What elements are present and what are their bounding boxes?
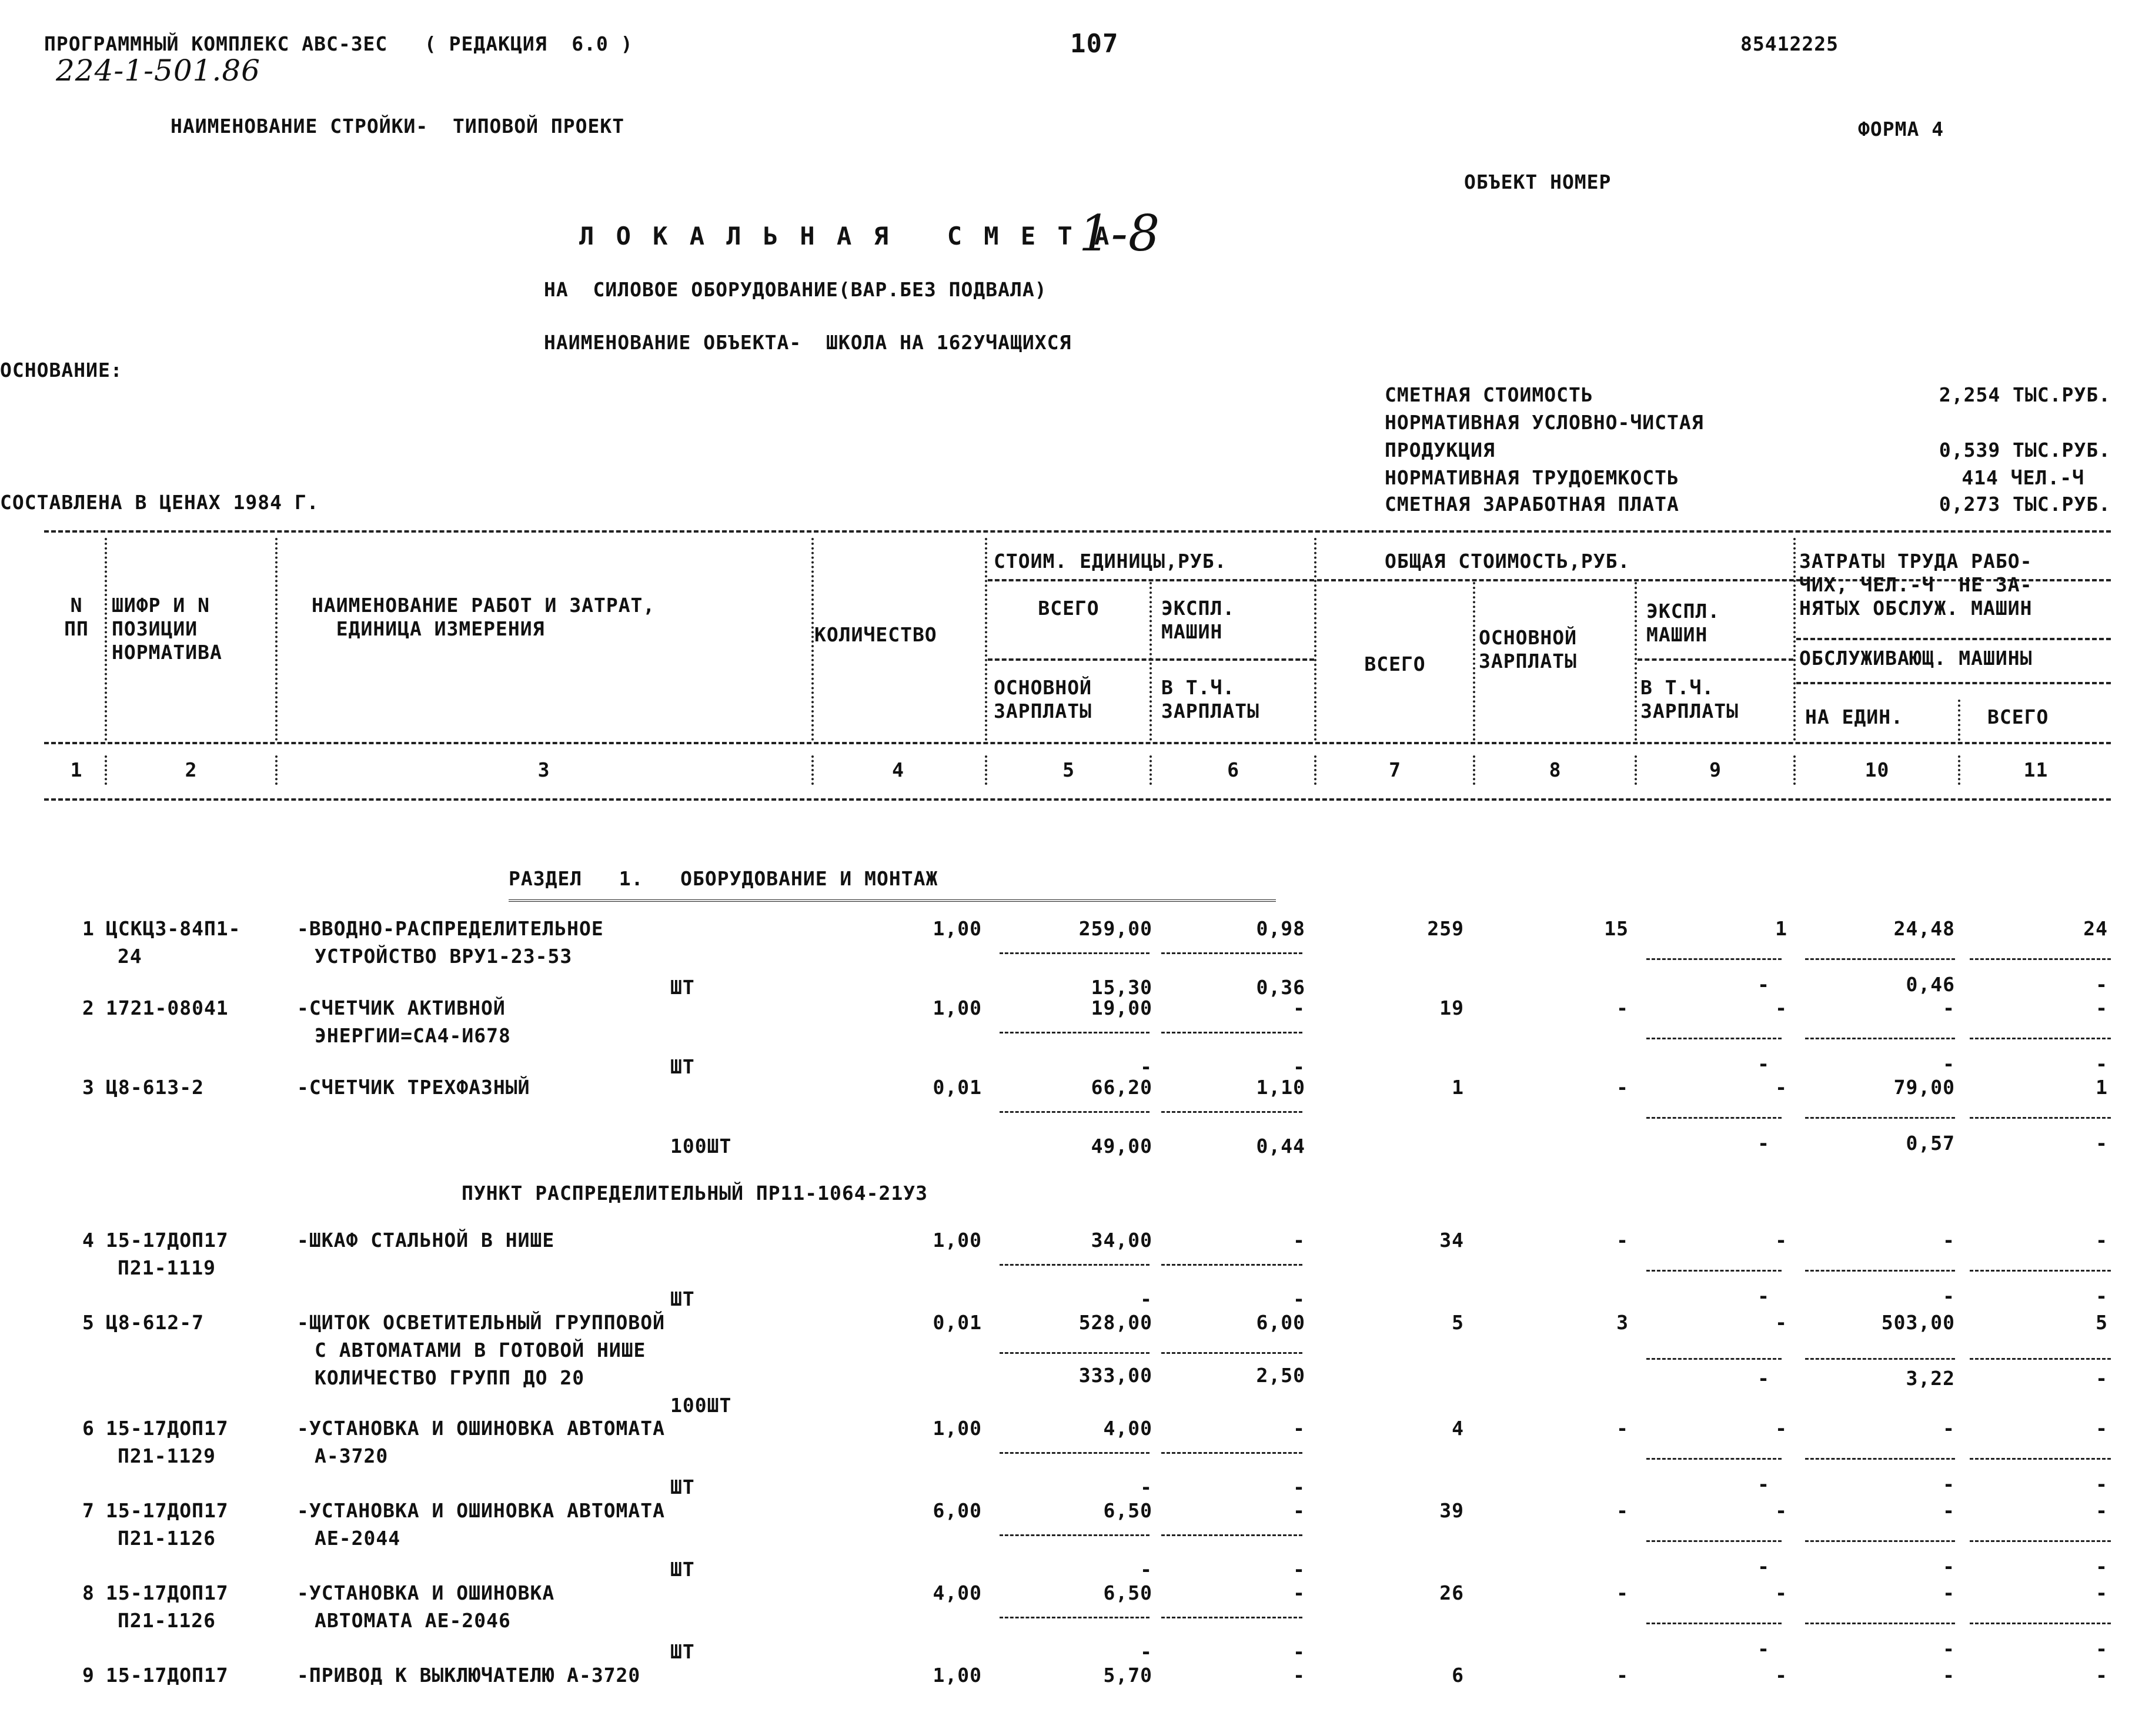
cell-rule: [1161, 1032, 1302, 1033]
row-total-wages: -: [1616, 1417, 1629, 1440]
row-unit-cost-wages: -: [1140, 1558, 1152, 1581]
row-unit-cost-machines: -: [1293, 1417, 1305, 1440]
row-unit-cost-wages: -: [1140, 1055, 1152, 1078]
row-machine-labor-total: -: [2096, 973, 2108, 996]
row-unit-cost-machine-wages: -: [1293, 1476, 1305, 1498]
row-name: -ВВОДНО-РАСПРЕДЕЛИТЕЛЬНОЕ: [297, 917, 604, 940]
row-unit-cost-machines: -: [1293, 1229, 1305, 1252]
program-name: ПРОГРАММНЫЙ КОМПЛЕКС АВС-3ЕС ( РЕДАКЦИЯ 6.0 ): [44, 32, 633, 55]
row-name-line2: С АВТОМАТАМИ В ГОТОВОЙ НИШЕ: [315, 1339, 646, 1362]
row-unit-cost-total: 528,00: [1078, 1311, 1152, 1334]
col-number: 2: [185, 758, 198, 781]
row-total: 6: [1452, 1664, 1464, 1687]
row-number: 6: [82, 1417, 95, 1440]
row-unit-cost-machines: -: [1293, 1499, 1305, 1522]
row-labor-per-unit: 79,00: [1893, 1076, 1955, 1099]
row-quantity: 4,00: [933, 1581, 982, 1604]
row-total-machine-wages: -: [1757, 1052, 1770, 1075]
document-title: Л О К А Л Ь Н А Я С М Е Т А: [579, 222, 1113, 250]
cell-rule: [1000, 1617, 1149, 1618]
row-name-line2: АЕ-2044: [315, 1527, 401, 1550]
row-code-line2: П21-1126: [118, 1609, 216, 1632]
row-unit-cost-machines: 6,00: [1256, 1311, 1305, 1334]
cell-rule: [1805, 1038, 1955, 1039]
subtitle: НА СИЛОВОЕ ОБОРУДОВАНИЕ(ВАР.БЕЗ ПОДВАЛА): [544, 278, 1047, 301]
handwritten-code: 224-1-501.86: [56, 53, 260, 88]
row-code-line2: 24: [118, 945, 142, 968]
col-separator: [1149, 582, 1152, 741]
row-total-wages: -: [1616, 1581, 1629, 1604]
rule-top: [44, 530, 2111, 533]
col2-header: ШИФР И N ПОЗИЦИИ НОРМАТИВА: [112, 594, 222, 664]
row-unit: 100ШТ: [670, 1394, 732, 1417]
row-total-wages: 3: [1616, 1311, 1629, 1334]
summary-label: СМЕТНАЯ СТОИМОСТЬ: [1385, 383, 1593, 406]
row-name: -ПРИВОД К ВЫКЛЮЧАТЕЛЮ А-3720: [297, 1664, 641, 1687]
row-unit-cost-wages: 49,00: [1091, 1135, 1152, 1158]
row-name: -УСТАНОВКА И ОШИНОВКА АВТОМАТА: [297, 1499, 666, 1522]
row-number: 1: [82, 917, 95, 940]
row-labor-total: -: [2096, 1499, 2108, 1522]
rule-sub: [1638, 658, 1793, 661]
row-total-machine-wages: -: [1757, 1555, 1770, 1578]
row-total-machine-wages: -: [1757, 1367, 1770, 1390]
cell-rule: [1646, 1458, 1782, 1460]
col-number: 3: [537, 758, 550, 781]
row-unit-cost-machine-wages: 0,36: [1256, 976, 1305, 999]
col-separator: [985, 538, 987, 741]
cell-rule: [1970, 1117, 2111, 1119]
row-unit-cost-machines: 0,98: [1256, 917, 1305, 940]
col-number: 9: [1709, 758, 1722, 781]
cell-rule: [1646, 1358, 1782, 1360]
row-labor-per-unit: -: [1943, 1229, 1955, 1252]
row-total: 1: [1452, 1076, 1464, 1099]
row-total: 34: [1439, 1229, 1464, 1252]
cell-rule: [1805, 1540, 1955, 1542]
col-separator: [1958, 700, 1960, 741]
cell-rule: [1805, 1458, 1955, 1460]
cell-rule: [1970, 1540, 2111, 1542]
row-code: Ц8-612-7: [106, 1311, 204, 1334]
row-unit-cost-wages: -: [1140, 1287, 1152, 1310]
labor-machines-header: ОБСЛУЖИВАЮЩ. МАШИНЫ: [1799, 647, 2033, 670]
row-labor-total: 24: [2083, 917, 2108, 940]
row-labor-per-unit: -: [1943, 1664, 1955, 1687]
row-labor-total: -: [2096, 1417, 2108, 1440]
row-labor-total: -: [2096, 1229, 2108, 1252]
col-number: 4: [892, 758, 904, 781]
row-total-machine-wages: -: [1757, 973, 1770, 996]
cell-rule: [1161, 1452, 1302, 1454]
cell-rule: [1970, 1270, 2111, 1272]
col-separator: [811, 755, 814, 785]
row-total-machines: -: [1775, 1499, 1787, 1522]
row-quantity: 0,01: [933, 1311, 982, 1334]
row-machine-labor-per-unit: -: [1943, 1285, 1955, 1307]
cell-rule: [1970, 1358, 2111, 1360]
col7-header: ВСЕГО: [1364, 653, 1426, 675]
compiled-label: СОСТАВЛЕНА В ЦЕНАХ 1984 Г.: [0, 491, 319, 514]
cell-rule: [1805, 1270, 1955, 1272]
row-unit-cost-total: 259,00: [1078, 917, 1152, 940]
summary-value: 2,254 ТЫС.РУБ.: [1939, 383, 2111, 406]
col4-header: КОЛИЧЕСТВО: [814, 623, 937, 646]
row-number: 4: [82, 1229, 95, 1252]
row-total-wages: -: [1616, 1229, 1629, 1252]
row-quantity: 0,01: [933, 1076, 982, 1099]
row-labor-total: 1: [2096, 1076, 2108, 1099]
rule-sub: [988, 579, 1314, 581]
row-unit-cost-machines: -: [1293, 1581, 1305, 1604]
row-total: 4: [1452, 1417, 1464, 1440]
labor-header: ЗАТРАТЫ ТРУДА РАБО- ЧИХ, ЧЕЛ.-Ч НЕ ЗА- НЯТЫХ ОБСЛУЖ. МАШИН: [1799, 550, 2033, 620]
cell-rule: [1646, 1623, 1782, 1624]
row-unit-cost-machines: 1,10: [1256, 1076, 1305, 1099]
col6b-header: В Т.Ч. ЗАРПЛАТЫ: [1161, 676, 1259, 723]
summary-value: 0,273 ТЫС.РУБ.: [1939, 493, 2111, 516]
summary-label: НОРМАТИВНАЯ ТРУДОЕМКОСТЬ: [1385, 466, 1679, 489]
row-code: ЦСКЦ3-84П1-: [106, 917, 241, 940]
cell-rule: [1000, 1534, 1149, 1536]
cell-rule: [1161, 1617, 1302, 1618]
row-labor-per-unit: -: [1943, 996, 1955, 1019]
col-number: 8: [1549, 758, 1562, 781]
row-total-machines: -: [1775, 1229, 1787, 1252]
row-unit-cost-machine-wages: 0,44: [1256, 1135, 1305, 1158]
col9b-header: В Т.Ч. ЗАРПЛАТЫ: [1640, 676, 1739, 723]
row-quantity: 1,00: [933, 996, 982, 1019]
col-separator: [1473, 582, 1475, 741]
cell-rule: [1161, 1111, 1302, 1113]
document-number: 85412225: [1740, 32, 1839, 55]
row-name: -ЩИТОК ОСВЕТИТЕЛЬНЫЙ ГРУППОВОЙ: [297, 1311, 666, 1334]
col6a-header: ЭКСПЛ. МАШИН: [1161, 597, 1235, 643]
rule-header-bottom: [44, 742, 2111, 744]
row-machine-labor-total: -: [2096, 1555, 2108, 1578]
col1-header: N ПП: [64, 594, 89, 640]
cell-rule: [1646, 1117, 1782, 1119]
form-label: ФОРМА 4: [1858, 118, 1944, 141]
row-machine-labor-per-unit: 0,57: [1906, 1132, 1955, 1155]
row-labor-per-unit: -: [1943, 1417, 1955, 1440]
cell-rule: [1000, 1452, 1149, 1454]
cell-rule: [1970, 958, 2111, 960]
row-unit-cost-machines: -: [1293, 1664, 1305, 1687]
row-name-line3: КОЛИЧЕСТВО ГРУПП ДО 20: [315, 1366, 585, 1389]
row-machine-labor-total: -: [2096, 1367, 2108, 1390]
row-total-machine-wages: -: [1757, 1285, 1770, 1307]
row-quantity: 1,00: [933, 1664, 982, 1687]
row-unit-cost-machine-wages: -: [1293, 1055, 1305, 1078]
row-unit-cost-total: 6,50: [1103, 1499, 1152, 1522]
row-unit-cost-wages: 333,00: [1078, 1364, 1152, 1387]
row-total-machines: -: [1775, 996, 1787, 1019]
col9a-header: ЭКСПЛ. МАШИН: [1646, 600, 1720, 646]
row-total-wages: 15: [1604, 917, 1629, 940]
section-underline: [509, 899, 1276, 902]
row-name: -СЧЕТЧИК ТРЕХФАЗНЫЙ: [297, 1076, 530, 1099]
row-machine-labor-per-unit: -: [1943, 1052, 1955, 1075]
row-code: 15-17ДОП17: [106, 1417, 229, 1440]
cell-rule: [1161, 952, 1302, 954]
row-unit: ШТ: [670, 1558, 695, 1581]
cell-rule: [1646, 1270, 1782, 1272]
cell-rule: [1161, 1352, 1302, 1354]
row-unit: ШТ: [670, 1055, 695, 1078]
row-labor-total: 5: [2096, 1311, 2108, 1334]
rule-sub: [1796, 638, 2111, 640]
row-number: 5: [82, 1311, 95, 1334]
cell-rule: [1161, 1264, 1302, 1266]
col-separator: [1635, 582, 1637, 741]
summary-value: 0,539 ТЫС.РУБ.: [1939, 439, 2111, 461]
cell-rule: [1646, 958, 1782, 960]
row-total-wages: -: [1616, 1664, 1629, 1687]
summary-value: 414 ЧЕЛ.-Ч: [1961, 466, 2084, 489]
row-number: 9: [82, 1664, 95, 1687]
row-machine-labor-per-unit: -: [1943, 1473, 1955, 1496]
cell-rule: [1970, 1038, 2111, 1039]
col-number: 10: [1864, 758, 1890, 781]
cell-rule: [1161, 1534, 1302, 1536]
row-machine-labor-per-unit: -: [1943, 1555, 1955, 1578]
row-total-machines: -: [1775, 1417, 1787, 1440]
row-name-line2: А-3720: [315, 1444, 389, 1467]
row-machine-labor-total: -: [2096, 1132, 2108, 1155]
col-number: 11: [2023, 758, 2049, 781]
row-quantity: 1,00: [933, 1229, 982, 1252]
rule-sub: [1796, 682, 2111, 684]
row-code: 15-17ДОП17: [106, 1499, 229, 1522]
col-separator: [811, 538, 814, 741]
row-name: -УСТАНОВКА И ОШИНОВКА АВТОМАТА: [297, 1417, 666, 1440]
row-unit: ШТ: [670, 1640, 695, 1663]
col-separator: [985, 755, 987, 785]
col-number: 7: [1389, 758, 1401, 781]
row-machine-labor-total: -: [2096, 1473, 2108, 1496]
row-name: -УСТАНОВКА И ОШИНОВКА: [297, 1581, 555, 1604]
row-unit-cost-total: 5,70: [1103, 1664, 1152, 1687]
row-code-line2: П21-1129: [118, 1444, 216, 1467]
row-total: 26: [1439, 1581, 1464, 1604]
cell-rule: [1805, 1117, 1955, 1119]
row-total-wages: -: [1616, 1076, 1629, 1099]
row-machine-labor-per-unit: -: [1943, 1637, 1955, 1660]
unit-cost-header: СТОИМ. ЕДИНИЦЫ,РУБ.: [994, 550, 1227, 573]
row-name-line2: УСТРОЙСТВО ВРУ1-23-53: [315, 945, 573, 968]
row-total-machines: -: [1775, 1664, 1787, 1687]
row-total: 39: [1439, 1499, 1464, 1522]
col-separator: [1793, 538, 1796, 741]
object-number-label: ОБЪЕКТ НОМЕР: [1464, 170, 1612, 193]
row-unit-cost-machine-wages: -: [1293, 1558, 1305, 1581]
point-title: ПУНКТ РАСПРЕДЕЛИТЕЛЬНЫЙ ПР11-1064-21У3: [462, 1182, 928, 1205]
row-quantity: 6,00: [933, 1499, 982, 1522]
row-total: 5: [1452, 1311, 1464, 1334]
row-total-machine-wages: -: [1757, 1473, 1770, 1496]
row-total-machines: -: [1775, 1076, 1787, 1099]
cell-rule: [1805, 1623, 1955, 1624]
col3-header: НАИМЕНОВАНИЕ РАБОТ И ЗАТРАТ, ЕДИНИЦА ИЗМЕРЕНИЯ: [312, 594, 656, 640]
row-unit-cost-total: 34,00: [1091, 1229, 1152, 1252]
cell-rule: [1805, 958, 1955, 960]
row-unit: ШТ: [670, 1476, 695, 1498]
row-labor-per-unit: 503,00: [1881, 1311, 1955, 1334]
cell-rule: [1646, 1540, 1782, 1542]
construction-label: НАИМЕНОВАНИЕ СТРОЙКИ- ТИПОВОЙ ПРОЕКТ: [171, 115, 625, 138]
col-separator: [1314, 538, 1316, 741]
col-separator: [275, 755, 278, 785]
row-labor-total: -: [2096, 1581, 2108, 1604]
row-total-wages: -: [1616, 996, 1629, 1019]
row-labor-per-unit: -: [1943, 1581, 1955, 1604]
rule-sub: [988, 658, 1314, 661]
object-name: НАИМЕНОВАНИЕ ОБЪЕКТА- ШКОЛА НА 162УЧАЩИХСЯ: [544, 331, 1072, 354]
row-unit-cost-wages: -: [1140, 1476, 1152, 1498]
cell-rule: [1970, 1623, 2111, 1624]
col-separator: [1473, 755, 1475, 785]
row-code: 15-17ДОП17: [106, 1229, 229, 1252]
row-machine-labor-per-unit: 0,46: [1906, 973, 1955, 996]
row-name: -СЧЕТЧИК АКТИВНОЙ: [297, 996, 506, 1019]
row-quantity: 1,00: [933, 1417, 982, 1440]
basis-label: ОСНОВАНИЕ:: [0, 359, 123, 382]
row-unit-cost-machine-wages: -: [1293, 1640, 1305, 1663]
cell-rule: [1646, 1038, 1782, 1039]
row-machine-labor-per-unit: 3,22: [1906, 1367, 1955, 1390]
row-code: 15-17ДОП17: [106, 1664, 229, 1687]
cell-rule: [1000, 1032, 1149, 1033]
row-code: 15-17ДОП17: [106, 1581, 229, 1604]
row-name-line2: АВТОМАТА АЕ-2046: [315, 1609, 511, 1632]
row-name-line2: ЭНЕРГИИ=СА4-И678: [315, 1024, 511, 1047]
row-labor-total: -: [2096, 1664, 2108, 1687]
row-machine-labor-total: -: [2096, 1637, 2108, 1660]
col-separator: [105, 755, 107, 785]
row-total: 259: [1427, 917, 1464, 940]
cell-rule: [1805, 1358, 1955, 1360]
row-unit-cost-total: 4,00: [1103, 1417, 1152, 1440]
row-code-line2: П21-1119: [118, 1256, 216, 1279]
col11-header: ВСЕГО: [1987, 705, 2049, 728]
row-unit: ШТ: [670, 976, 695, 999]
row-total-machines: -: [1775, 1311, 1787, 1334]
row-labor-total: -: [2096, 996, 2108, 1019]
section-title: РАЗДЕЛ 1. ОБОРУДОВАНИЕ И МОНТАЖ: [509, 867, 938, 890]
row-quantity: 1,00: [933, 917, 982, 940]
row-total: 19: [1439, 996, 1464, 1019]
total-cost-header: ОБЩАЯ СТОИМОСТЬ,РУБ.: [1385, 550, 1630, 573]
row-unit-cost-wages: 15,30: [1091, 976, 1152, 999]
row-machine-labor-total: -: [2096, 1052, 2108, 1075]
row-total-wages: -: [1616, 1499, 1629, 1522]
row-total-machine-wages: -: [1757, 1132, 1770, 1155]
row-number: 3: [82, 1076, 95, 1099]
row-number: 7: [82, 1499, 95, 1522]
col8-header: ОСНОВНОЙ ЗАРПЛАТЫ: [1479, 626, 1577, 673]
row-total-machines: -: [1775, 1581, 1787, 1604]
row-total-machines: 1: [1775, 917, 1787, 940]
col-separator: [275, 538, 278, 741]
col-number: 5: [1062, 758, 1075, 781]
row-machine-labor-total: -: [2096, 1285, 2108, 1307]
cell-rule: [1000, 952, 1149, 954]
col-separator: [1793, 755, 1796, 785]
row-unit-cost-machine-wages: 2,50: [1256, 1364, 1305, 1387]
row-unit-cost-total: 6,50: [1103, 1581, 1152, 1604]
page-number: 107: [1070, 29, 1119, 59]
row-labor-per-unit: 24,48: [1893, 917, 1955, 940]
summary-label: ПРОДУКЦИЯ: [1385, 439, 1495, 461]
col-separator: [1635, 755, 1637, 785]
row-code-line2: П21-1126: [118, 1527, 216, 1550]
cell-rule: [1000, 1111, 1149, 1113]
summary-label: СМЕТНАЯ ЗАРАБОТНАЯ ПЛАТА: [1385, 493, 1679, 516]
row-unit-cost-machines: -: [1293, 996, 1305, 1019]
rule-numbers-bottom: [44, 798, 2111, 801]
row-total-machine-wages: -: [1757, 1637, 1770, 1660]
row-unit-cost-total: 19,00: [1091, 996, 1152, 1019]
row-unit-cost-machine-wages: -: [1293, 1287, 1305, 1310]
row-labor-per-unit: -: [1943, 1499, 1955, 1522]
cell-rule: [1000, 1264, 1149, 1266]
col-number: 1: [70, 758, 83, 781]
col-separator: [1149, 755, 1152, 785]
summary-label: НОРМАТИВНАЯ УСЛОВНО-ЧИСТАЯ: [1385, 411, 1704, 434]
col10-header: НА ЕДИН.: [1805, 705, 1903, 728]
cell-rule: [1970, 1458, 2111, 1460]
col-separator: [1314, 755, 1316, 785]
col-separator: [1958, 755, 1960, 785]
col-number: 6: [1227, 758, 1239, 781]
row-unit: 100ШТ: [670, 1135, 732, 1158]
row-unit-cost-wages: -: [1140, 1640, 1152, 1663]
col5a-header: ВСЕГО: [1038, 597, 1100, 620]
handwritten-estimate-number: 1-8: [1079, 205, 1161, 262]
row-unit: ШТ: [670, 1287, 695, 1310]
row-code: Ц8-613-2: [106, 1076, 204, 1099]
row-code: 1721-08041: [106, 996, 229, 1019]
row-number: 2: [82, 996, 95, 1019]
col5b-header: ОСНОВНОЙ ЗАРПЛАТЫ: [994, 676, 1092, 723]
row-number: 8: [82, 1581, 95, 1604]
cell-rule: [1000, 1352, 1149, 1354]
row-name: -ШКАФ СТАЛЬНОЙ В НИШЕ: [297, 1229, 555, 1252]
row-unit-cost-total: 66,20: [1091, 1076, 1152, 1099]
